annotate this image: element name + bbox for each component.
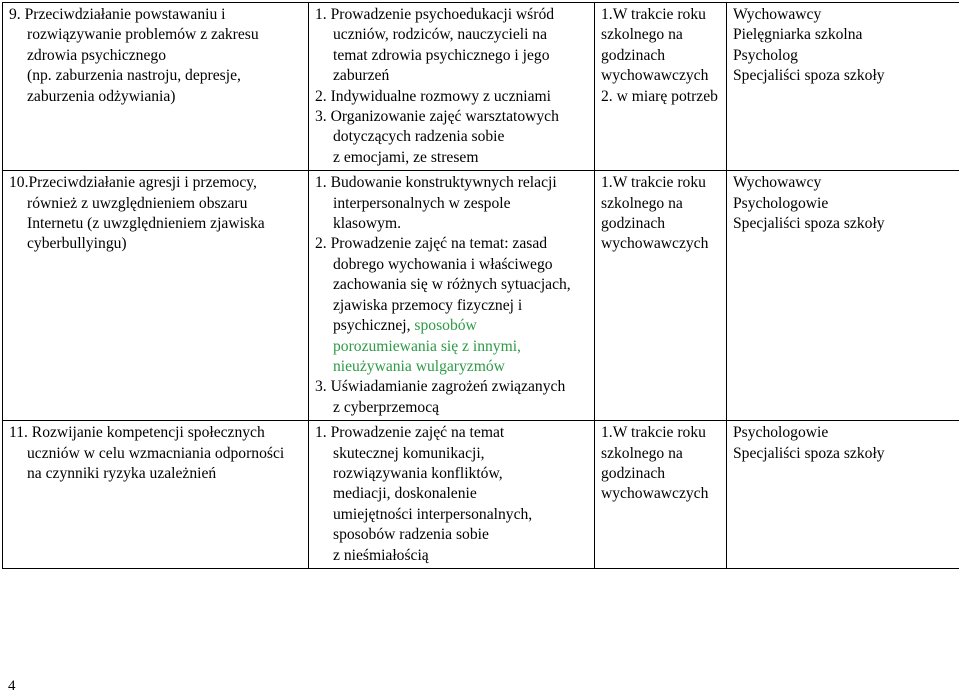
task-line: 2. Indywidualne rozmowy z uczniami bbox=[315, 87, 590, 107]
area-line: rozwiązywanie problemów z zakresu bbox=[9, 25, 304, 45]
task-line: rozwiązywania konfliktów, bbox=[315, 464, 590, 484]
table-row bbox=[3, 171, 959, 421]
time-line: 1.W trakcie roku bbox=[601, 5, 722, 25]
responsible-line: Specjaliści spoza szkoły bbox=[733, 66, 959, 86]
task-line: 3. Organizowanie zajęć warsztatowych bbox=[315, 107, 590, 127]
task-line: sposobów radzenia sobie bbox=[315, 525, 590, 545]
time-cell bbox=[595, 3, 727, 171]
time-line: wychowawczych bbox=[601, 66, 722, 86]
task-line: dotyczących radzenia sobie bbox=[315, 127, 590, 147]
task-line-highlight: nieużywania wulgaryzmów bbox=[315, 357, 590, 377]
area-cell bbox=[3, 421, 309, 569]
area-line: zdrowia psychicznego bbox=[9, 46, 304, 66]
responsible-line: Psychologowie bbox=[733, 423, 959, 443]
responsible-line: Psychologowie bbox=[733, 194, 959, 214]
task-line: 2. Prowadzenie zajęć na temat: zasad bbox=[315, 234, 590, 254]
responsible-line: Psycholog bbox=[733, 46, 959, 66]
tasks-cell bbox=[309, 171, 595, 421]
time-line: szkolnego na bbox=[601, 444, 722, 464]
time-line: wychowawczych bbox=[601, 484, 722, 504]
table-row bbox=[3, 421, 959, 569]
area-line: Internetu (z uwzględnieniem zjawiska bbox=[9, 214, 304, 234]
time-line: szkolnego na bbox=[601, 194, 722, 214]
task-line: 1. Prowadzenie psychoedukacji wśród bbox=[315, 5, 590, 25]
responsible-line: Wychowawcy bbox=[733, 5, 959, 25]
task-line: 1. Budowanie konstruktywnych relacji bbox=[315, 173, 590, 193]
time-cell bbox=[595, 421, 727, 569]
page-number: 4 bbox=[8, 676, 16, 696]
task-line: uczniów, rodziców, nauczycieli na bbox=[315, 25, 590, 45]
area-line: 9. Przeciwdziałanie powstawaniu i bbox=[9, 5, 304, 25]
responsible-line: Specjaliści spoza szkoły bbox=[733, 444, 959, 464]
task-text-highlight: sposobów bbox=[414, 317, 476, 334]
area-line: zaburzenia odżywiania) bbox=[9, 87, 304, 107]
task-line: zaburzeń bbox=[315, 66, 590, 86]
area-line: cyberbullyingu) bbox=[9, 234, 304, 254]
task-line: mediacji, doskonalenie bbox=[315, 484, 590, 504]
area-line: na czynniki ryzyka uzależnień bbox=[9, 464, 304, 484]
task-line: zachowania się w różnych sytuacjach, bbox=[315, 275, 590, 295]
school-program-table bbox=[2, 2, 959, 569]
task-line: z nieśmiałością bbox=[315, 546, 590, 566]
time-line: wychowawczych bbox=[601, 234, 722, 254]
task-line: interpersonalnych w zespole bbox=[315, 194, 590, 214]
responsible-line: Pielęgniarka szkolna bbox=[733, 25, 959, 45]
responsible-cell bbox=[727, 3, 959, 171]
table-row bbox=[3, 3, 959, 171]
task-line: zjawiska przemocy fizycznej i bbox=[315, 296, 590, 316]
task-line: klasowym. bbox=[315, 214, 590, 234]
area-cell bbox=[3, 3, 309, 171]
task-line: z cyberprzemocą bbox=[315, 398, 590, 418]
responsible-cell bbox=[727, 171, 959, 421]
time-cell bbox=[595, 171, 727, 421]
task-line: dobrego wychowania i właściwego bbox=[315, 255, 590, 275]
area-cell bbox=[3, 171, 309, 421]
area-line: uczniów w celu wzmacniania odporności bbox=[9, 444, 304, 464]
time-line: 1.W trakcie roku bbox=[601, 173, 722, 193]
area-line: również z uwzględnieniem obszaru bbox=[9, 194, 304, 214]
responsible-line: Specjaliści spoza szkoły bbox=[733, 214, 959, 234]
tasks-cell bbox=[309, 3, 595, 171]
time-line: godzinach bbox=[601, 214, 722, 234]
time-line: 2. w miarę potrzeb bbox=[601, 87, 722, 107]
task-line: temat zdrowia psychicznego i jego bbox=[315, 46, 590, 66]
area-line: (np. zaburzenia nastroju, depresje, bbox=[9, 66, 304, 86]
task-line bbox=[315, 316, 590, 336]
area-line: 10.Przeciwdziałanie agresji i przemocy, bbox=[9, 173, 304, 193]
task-line: 3. Uświadamianie zagrożeń związanych bbox=[315, 377, 590, 397]
task-line: umiejętności interpersonalnych, bbox=[315, 505, 590, 525]
time-line: szkolnego na bbox=[601, 25, 722, 45]
task-line: z emocjami, ze stresem bbox=[315, 148, 590, 168]
area-line: 11. Rozwijanie kompetencji społecznych bbox=[9, 423, 304, 443]
task-line: 1. Prowadzenie zajęć na temat bbox=[315, 423, 590, 443]
responsible-line: Wychowawcy bbox=[733, 173, 959, 193]
tasks-cell bbox=[309, 421, 595, 569]
task-line-highlight: porozumiewania się z innymi, bbox=[315, 337, 590, 357]
time-line: godzinach bbox=[601, 46, 722, 66]
time-line: 1.W trakcie roku bbox=[601, 423, 722, 443]
task-line: skutecznej komunikacji, bbox=[315, 444, 590, 464]
responsible-cell bbox=[727, 421, 959, 569]
task-text: psychicznej, bbox=[333, 317, 411, 334]
time-line: godzinach bbox=[601, 464, 722, 484]
